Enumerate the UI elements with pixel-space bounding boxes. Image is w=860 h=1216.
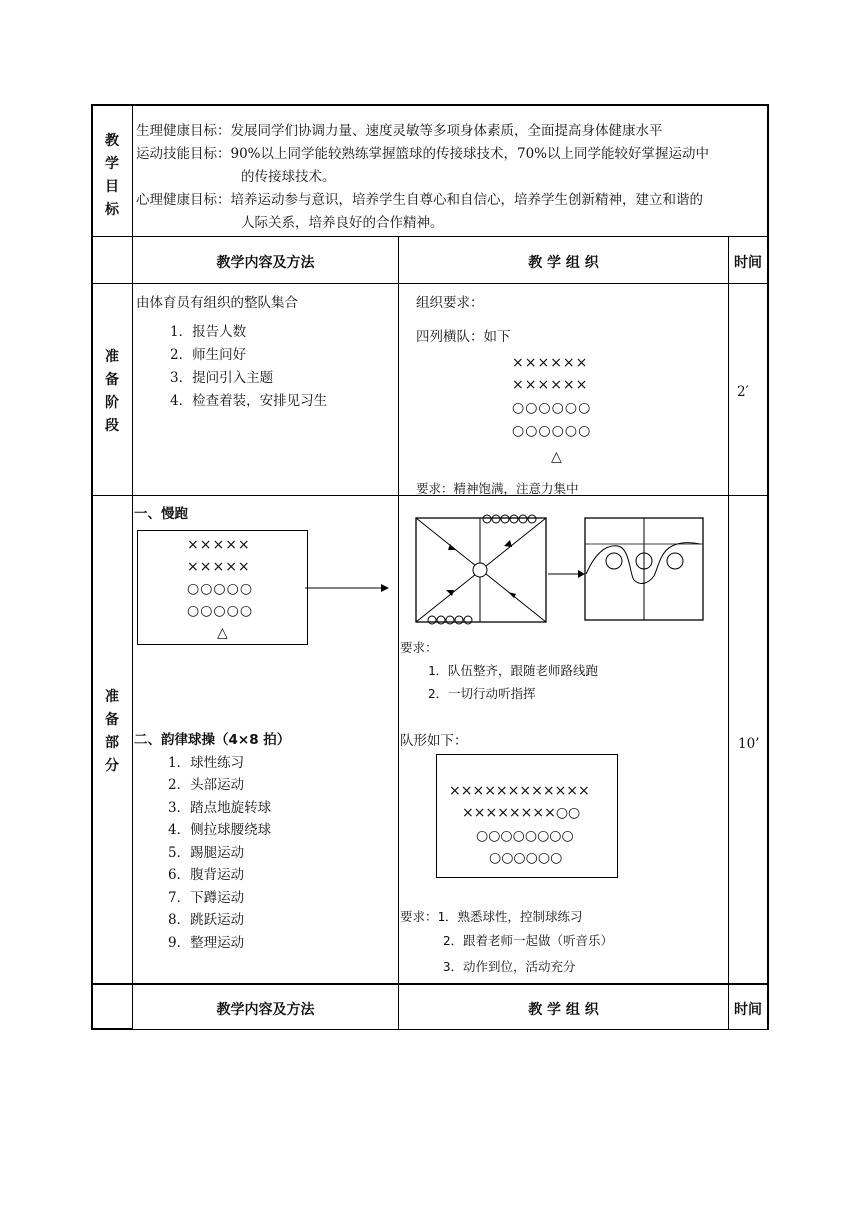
jog-title: 一、慢跑 — [134, 506, 188, 522]
court-arrow — [548, 568, 586, 580]
rhythm-item: 3．踏点地旋转球 — [168, 800, 272, 816]
prep-requirement: 要求：精神饱满，注意力集中 — [416, 481, 579, 496]
goal-value: 的传接球技术。 — [241, 169, 336, 185]
rhythm-req-item: 3．动作到位，活动充分 — [443, 959, 576, 974]
table-border-left — [91, 104, 93, 1030]
rhythm-item: 9．整理运动 — [168, 935, 245, 951]
goals-label-char: 学 — [105, 156, 119, 172]
prep-label-char: 阶 — [105, 395, 119, 411]
rhythm-item: 4．侧拉球腰绕球 — [168, 822, 272, 838]
prep-row-cross: ×××××× — [512, 377, 589, 393]
row-divider-5 — [91, 1028, 133, 1030]
prep-label-char: 段 — [105, 418, 119, 434]
goals-label-char: 目 — [105, 179, 119, 195]
goals-label — [92, 130, 132, 222]
rhythm-title: 二、韵律球操（4×8 拍） — [134, 732, 291, 748]
table-border-top — [91, 104, 769, 106]
rhythm-item: 7．下蹲运动 — [168, 890, 245, 906]
warm-time: 10’ — [738, 736, 760, 752]
rhythm-row: ○○○○○○○○ — [476, 828, 574, 844]
goal-key: 生理健康目标： — [136, 123, 231, 139]
header-org: 教 学 组 织 — [528, 255, 599, 271]
rhythm-item: 6．腹背运动 — [168, 867, 245, 883]
prep-time: 2′ — [737, 384, 749, 400]
rhythm-row: ×××××××××××× — [449, 783, 590, 799]
jog-req-title: 要求： — [400, 640, 438, 655]
goal-key: 运动技能目标： — [136, 146, 231, 162]
goal-value: 培养运动参与意识，培养学生自尊心和自信心，培养学生创新精神，建立和谐的 — [230, 192, 703, 208]
prep-item: 4．检查着装，安排见习生 — [170, 393, 328, 409]
header-content: 教学内容及方法 — [216, 255, 315, 271]
prep-org-title: 组织要求： — [416, 295, 484, 311]
table-border-right — [767, 104, 769, 1030]
prep-teacher-triangle: △ — [551, 449, 563, 465]
jog-req-item: 1．队伍整齐，跟随老师路线跑 — [428, 663, 599, 678]
jog-arrow — [305, 580, 390, 596]
prep-item: 2．师生问好 — [170, 347, 247, 363]
rhythm-item: 5．踢腿运动 — [168, 845, 245, 861]
warm-label-char: 准 — [105, 689, 119, 705]
rhythm-item: 1．球性练习 — [168, 755, 245, 771]
court-dribble-diagram — [584, 516, 706, 622]
goal-key: 心理健康目标： — [136, 192, 231, 208]
goal-line-mental — [136, 188, 703, 208]
rhythm-item: 8．跳跃运动 — [168, 912, 245, 928]
jog-teacher-triangle: △ — [217, 625, 229, 641]
footer-header-org: 教 学 组 织 — [528, 1002, 599, 1018]
prep-row-cross: ×××××× — [512, 355, 589, 371]
goal-line-skill — [136, 142, 709, 162]
rhythm-item: 2．头部运动 — [168, 777, 245, 793]
prep-row-circle: ○○○○○○ — [512, 400, 592, 416]
jog-row-circle: ○○○○○ — [187, 581, 254, 597]
row-divider-1 — [91, 236, 769, 237]
warm-label-char: 备 — [105, 712, 119, 728]
prep-row-circle: ○○○○○○ — [512, 423, 592, 439]
goal-value: 发展同学们协调力量、速度灵敏等多项身体素质，全面提高身体健康水平 — [230, 123, 663, 139]
jog-req-item: 2．一切行动听指挥 — [428, 686, 536, 701]
goal-value: 人际关系，培养良好的合作精神。 — [241, 215, 444, 231]
jog-row-cross: ××××× — [187, 537, 251, 553]
col-divider-time — [728, 236, 729, 1030]
warm-label — [92, 686, 132, 778]
prep-item: 3．提问引入主题 — [170, 370, 274, 386]
prep-item: 1．报告人数 — [170, 324, 247, 340]
jog-row-cross: ××××× — [187, 559, 251, 575]
prep-intro: 由体育员有组织的整队集合 — [136, 295, 298, 311]
prep-label-char: 备 — [105, 372, 119, 388]
goal-line-physical — [136, 119, 663, 139]
rhythm-formation-title: 队形如下： — [400, 733, 468, 749]
header-time: 时间 — [734, 255, 762, 271]
jog-row-circle: ○○○○○ — [187, 603, 254, 619]
prep-formation-title: 四列横队：如下 — [416, 329, 511, 345]
col-divider-label — [132, 104, 133, 1030]
rhythm-req-item: 2．跟着老师一起做（听音乐） — [443, 933, 614, 948]
row-divider-5b — [133, 1029, 769, 1030]
row-divider-2 — [91, 283, 769, 284]
row-divider-4 — [91, 983, 769, 985]
goals-label-char: 标 — [105, 202, 119, 218]
court-route-diagram — [410, 510, 550, 630]
rhythm-req-item: 要求：1．熟悉球性，控制球练习 — [400, 909, 583, 924]
footer-header-time: 时间 — [734, 1002, 762, 1018]
rhythm-row: ××××××××○○ — [462, 805, 581, 821]
warm-label-char: 部 — [105, 735, 119, 751]
goals-label-char: 教 — [105, 133, 119, 149]
footer-header-content: 教学内容及方法 — [216, 1002, 315, 1018]
prep-label — [92, 346, 132, 438]
col-divider-content — [398, 236, 399, 1030]
rhythm-row: ○○○○○○ — [489, 850, 563, 866]
goal-line-mental-cont — [241, 211, 444, 231]
prep-label-char: 准 — [105, 349, 119, 365]
goal-line-skill-cont — [241, 165, 336, 185]
goal-value: 90%以上同学能较熟练掌握篮球的传接球技术，70%以上同学能较好掌握运动中 — [230, 146, 710, 162]
warm-label-char: 分 — [105, 758, 119, 774]
